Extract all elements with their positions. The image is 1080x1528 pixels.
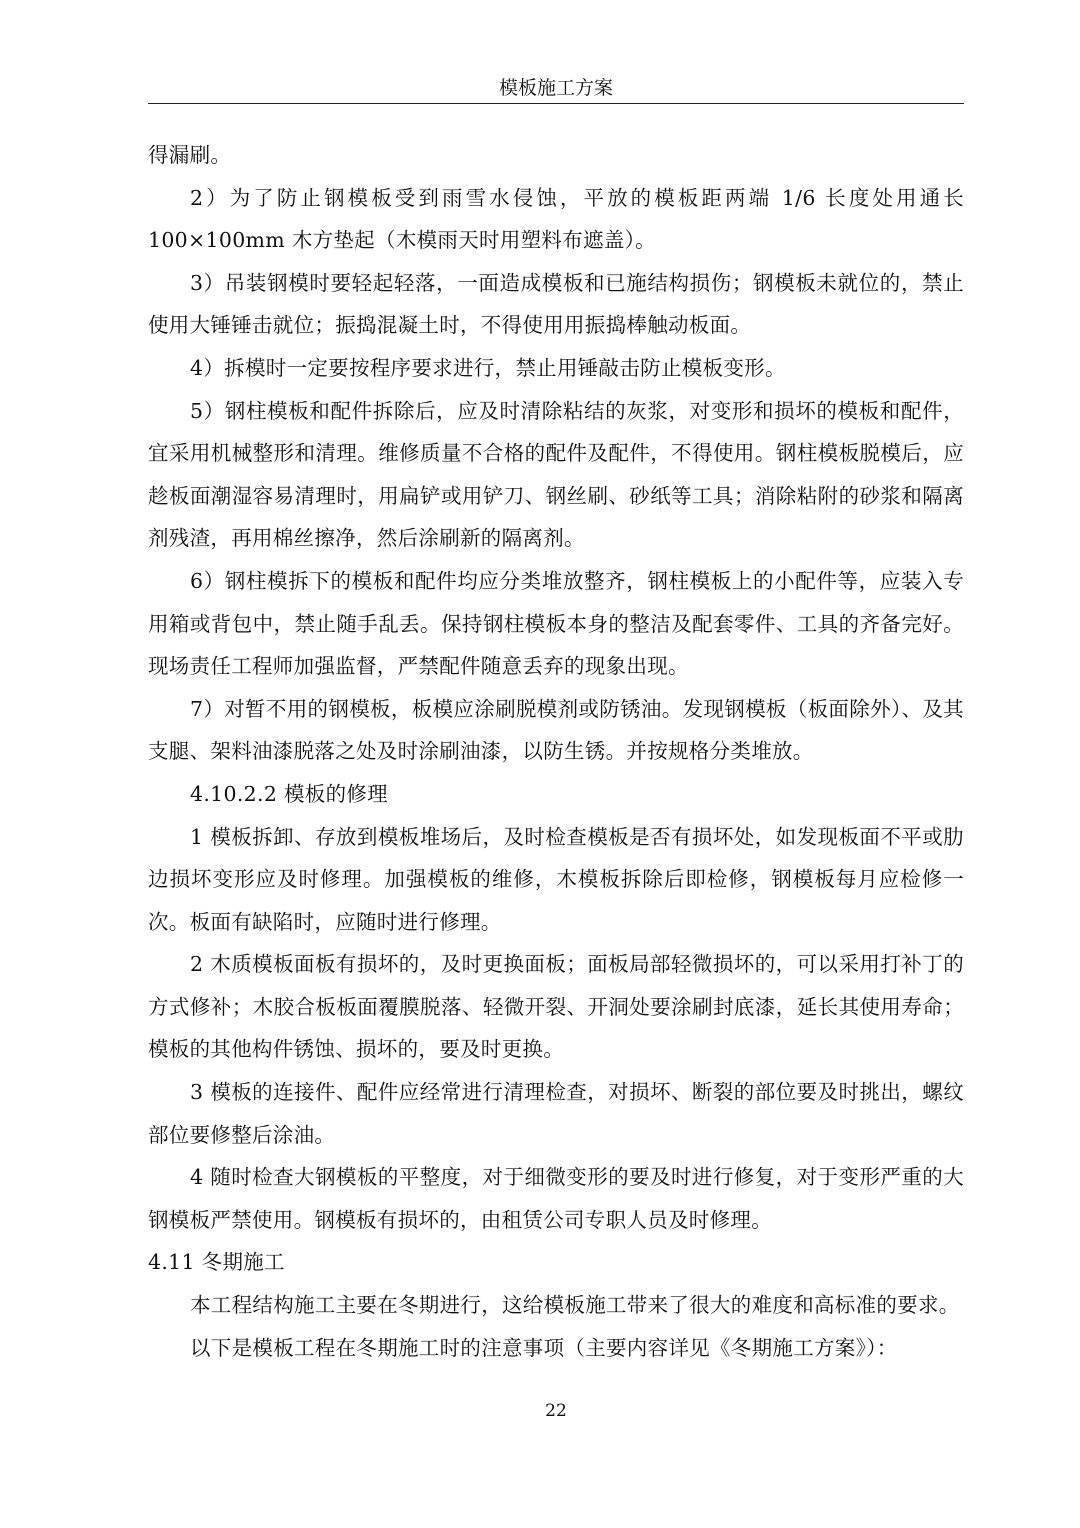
section-heading: 4.11 冬期施工 [148,1250,285,1275]
paragraph: 以下是模板工程在冬期施工时的注意事项（主要内容详见《冬期施工方案》）： [190,1335,898,1360]
paragraph: 7）对暂不用的钢模板，板模应涂刷脱模剂或防锈油。发现钢模板（板面除外）、及其支腿、架料油漆脱落之处及时涂刷油漆，以防生锈。并按规格分类堆放。 [148,696,964,764]
paragraph: 得漏刷。 [148,143,232,167]
page-number: 22 [545,1401,567,1421]
header-divider [148,103,964,104]
document-body [148,134,964,1369]
paragraph: 1 模板拆卸、存放到模板堆场后，及时检查模板是否有损坏处，如发现板面不平或肋边损坏变形应及时修理。加强模板的维修，木模板拆除后即检修，钢模板每月应检修一次。板面有缺陷时，应随时进行修理。 [148,824,964,934]
paragraph: 本工程结构施工主要在冬期进行，这给模板施工带来了很大的难度和高标准的要求。 [190,1293,960,1318]
paragraph: 6）钢柱模拆下的模板和配件均应分类堆放整齐，钢柱模板上的小配件等，应装入专用箱或背包中，禁止随手乱丢。保持钢柱模板本身的整洁及配套零件、工具的齐备完好。现场责任工程师加强监督，严禁配件随意丢弃的现象出现。 [148,568,964,679]
paragraph: 4）拆模时一定要按程序要求进行，禁止用锤敲击防止模板变形。 [190,355,786,380]
paragraph: 2）为了防止钢模板受到雨雪水侵蚀，平放的模板距两端 1/6 长度处用通长 100×100mm 木方垫起（木模雨天时用塑料布遮盖）。 [148,185,964,253]
paragraph: 5）钢柱模板和配件拆除后，应及时清除粘结的灰浆，对变形和损坏的模板和配件，宜采用机械整形和清理。维修质量不合格的配件及配件，不得使用。钢柱模板脱模后，应趁板面潮湿容易清理时，用扁铲或用铲刀、钢丝刷、砂纸等工具；消除粘附的砂浆和隔离剂残渣，再用棉丝擦净，然后涂刷新的隔离剂。 [148,398,964,551]
paragraph: 4 随时检查大钢模板的平整度，对于细微变形的要及时进行修复，对于变形严重的大钢模板严禁使用。钢模板有损坏的，由租赁公司专职人员及时修理。 [148,1165,964,1232]
page-header-title: 模板施工方案 [498,77,613,99]
section-heading: 4.10.2.2 模板的修理 [190,781,388,806]
paragraph: 3 模板的连接件、配件应经常进行清理检查，对损坏、断裂的部位要及时挑出，螺纹部位要修整后涂油。 [148,1080,964,1147]
paragraph: 3）吊装钢模时要轻起轻落，一面造成模板和已施结构损伤；钢模板未就位的，禁止使用大锤锤击就位；振捣混凝土时，不得使用用振捣棒触动板面。 [148,270,964,338]
paragraph: 2 木质模板面板有损坏的，及时更换面板；面板局部轻微损坏的，可以采用打补丁的方式修补；木胶合板板面覆膜脱落、轻微开裂、开洞处要涂刷封底漆，延长其使用寿命； 模板的其他构件锈蚀、损坏的，要及时更换。 [148,952,964,1062]
